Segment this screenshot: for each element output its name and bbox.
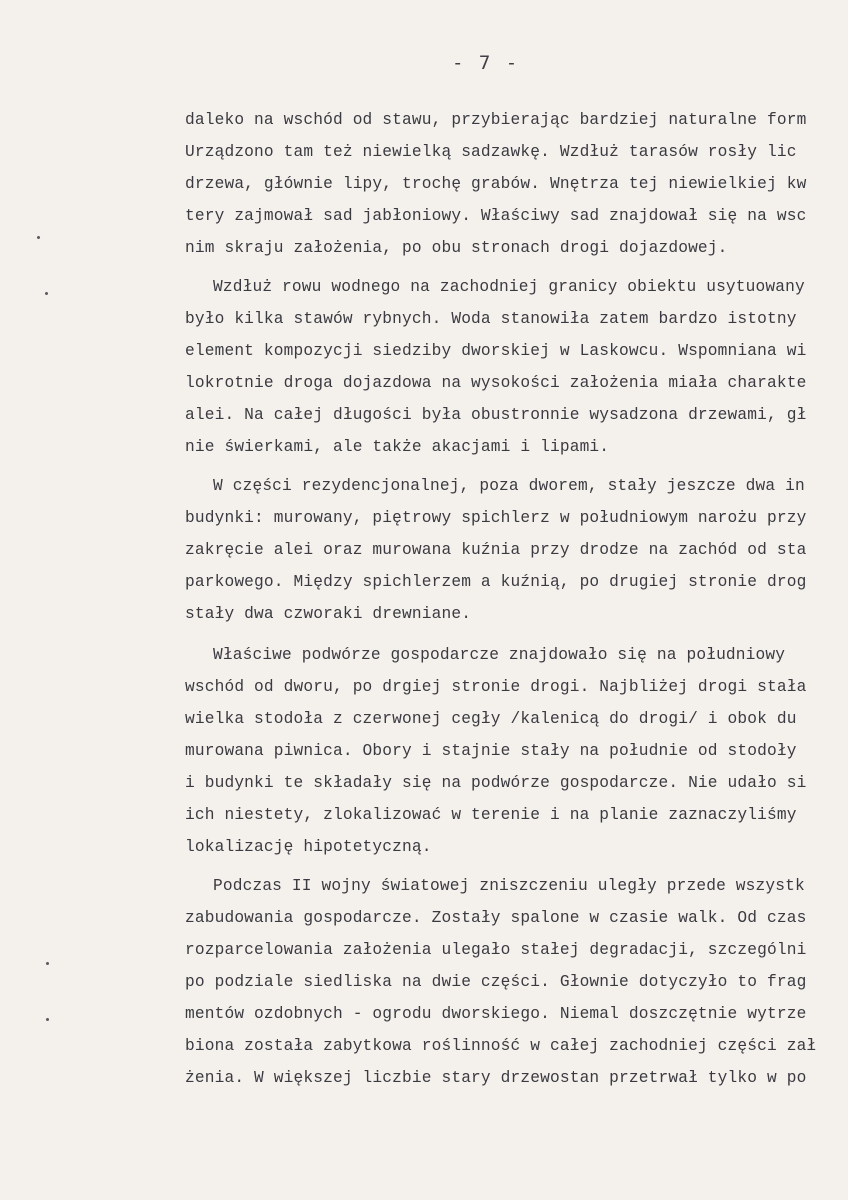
- punch-hole-mark: [45, 292, 48, 295]
- text-line: budynki: murowany, piętrowy spichlerz w południowym narożu przy: [185, 509, 807, 527]
- text-line: drzewa, głównie lipy, trochę grabów. Wnętrza tej niewielkiej kw: [185, 175, 807, 193]
- text-line: tery zajmował sad jabłoniowy. Właściwy sad znajdował się na wsc: [185, 207, 807, 225]
- text-line: zakręcie alei oraz murowana kuźnia przy drodze na zachód od sta: [185, 541, 807, 559]
- text-line: parkowego. Między spichlerzem a kuźnią, po drugiej stronie drog: [185, 573, 807, 591]
- punch-hole-mark: [46, 962, 49, 965]
- text-line: lokalizację hipotetyczną.: [185, 838, 432, 856]
- text-line: i budynki te składały się na podwórze gospodarcze. Nie udało si: [185, 774, 807, 792]
- text-line: żenia. W większej liczbie stary drzewostan przetrwał tylko w po: [185, 1069, 807, 1087]
- text-line: W części rezydencjonalnej, poza dworem, stały jeszcze dwa in: [213, 477, 805, 495]
- text-line: stały dwa czworaki drewniane.: [185, 605, 472, 623]
- text-line: wschód od dworu, po drgiej stronie drogi. Najbliżej drogi stała: [185, 678, 807, 696]
- text-line: wielka stodoła z czerwonej cegły /kalenicą do drogi/ i obok du: [185, 710, 797, 728]
- text-line: po podziale siedliska na dwie części. Głownie dotyczyło to frag: [185, 973, 807, 991]
- text-line: zabudowania gospodarcze. Zostały spalone w czasie walk. Od czas: [185, 909, 807, 927]
- text-line: alei. Na całej długości była obustronnie wysadzona drzewami, gł: [185, 406, 807, 424]
- text-line: murowana piwnica. Obory i stajnie stały na południe od stodoły: [185, 742, 797, 760]
- page-number: - 7 -: [452, 52, 520, 74]
- text-line: Wzdłuż rowu wodnego na zachodniej granicy obiektu usytuowany: [213, 278, 805, 296]
- text-line: nie świerkami, ale także akacjami i lipami.: [185, 438, 610, 456]
- text-line: daleko na wschód od stawu, przybierając bardziej naturalne form: [185, 111, 807, 129]
- text-line: biona została zabytkowa roślinność w całej zachodniej części zał: [185, 1037, 817, 1055]
- text-line: Właściwe podwórze gospodarcze znajdowało się na południowy: [213, 646, 786, 664]
- text-line: mentów ozdobnych - ogrodu dworskiego. Niemal doszczętnie wytrze: [185, 1005, 807, 1023]
- text-line: Urządzono tam też niewielką sadzawkę. Wzdłuż tarasów rosły lic: [185, 143, 797, 161]
- text-line: element kompozycji siedziby dworskiej w Laskowcu. Wspomniana wi: [185, 342, 807, 360]
- punch-hole-mark: [46, 1018, 49, 1021]
- text-line: było kilka stawów rybnych. Woda stanowiła zatem bardzo istotny: [185, 310, 797, 328]
- punch-hole-mark: [37, 236, 40, 239]
- text-line: rozparcelowania założenia ulegało stałej degradacji, szczególni: [185, 941, 807, 959]
- text-line: nim skraju założenia, po obu stronach drogi dojazdowej.: [185, 239, 728, 257]
- text-line: ich niestety, zlokalizować w terenie i na planie zaznaczyliśmy: [185, 806, 797, 824]
- text-line: Podczas II wojny światowej zniszczeniu uległy przede wszystk: [213, 877, 805, 895]
- text-line: lokrotnie droga dojazdowa na wysokości założenia miała charakte: [185, 374, 807, 392]
